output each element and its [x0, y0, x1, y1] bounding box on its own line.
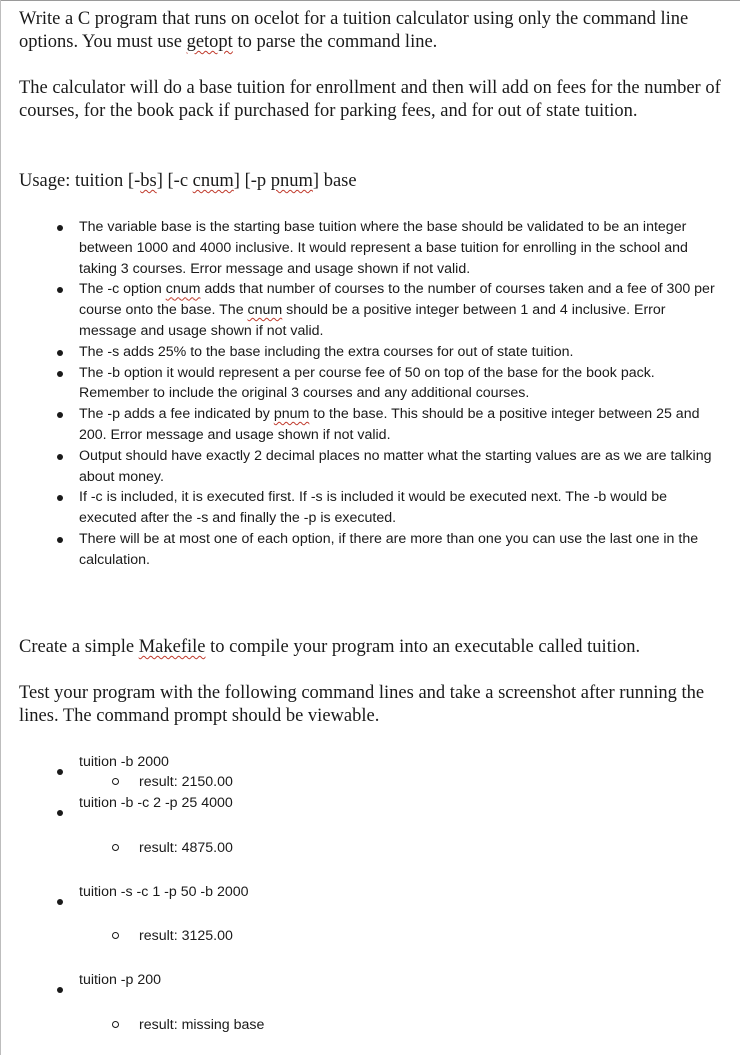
list-item: [19, 529, 719, 571]
list-item: [19, 363, 719, 405]
intro-text-end: to parse the command line.: [232, 32, 438, 52]
test-result: result: 2150.00: [139, 774, 233, 790]
requirement-text: The variable base is the starting base tuition where the base should be validated to be an integer between 1000 and 4000 inclusive. It would represent a base tuition for enrolling in the school and taking 3 courses. Error message and usage shown if not valid.: [79, 219, 688, 277]
usage-text: ] [-p: [233, 171, 271, 191]
usage-cnum: cnum: [192, 171, 234, 191]
circle-bullet-icon: [112, 778, 119, 785]
requirement-text: The -b option it would represent a per course fee of 50 on top of the base for the book pack. Remember to include the original 3 courses and any additional courses.: [79, 364, 655, 402]
usage-pnum: pnum: [270, 171, 313, 191]
bullet-icon: [57, 371, 63, 377]
test-command: tuition -s -c 1 -p 50 -b 2000: [79, 884, 249, 900]
requirement-text: Output should have exactly 2 decimal places no matter what the starting values are as we are talking about money.: [79, 447, 712, 485]
usage-bs: bs: [140, 171, 157, 191]
requirement-text: to the base. This should be a positive integer between 25 and 200. Error message and usage shown if not valid.: [79, 406, 700, 443]
cnum-word: cnum: [165, 281, 201, 298]
bullet-icon: [57, 810, 63, 816]
test-command: tuition -b 2000: [79, 754, 169, 770]
list-item: [19, 342, 719, 363]
bullet-icon: [57, 350, 63, 356]
makefile-word: Makefile: [138, 637, 206, 657]
circle-bullet-icon: [112, 1021, 119, 1028]
requirement-text: The -p adds a fee indicated by: [79, 406, 274, 423]
list-item: [19, 279, 719, 341]
bullet-icon: [57, 899, 63, 905]
circle-bullet-icon: [112, 932, 119, 939]
usage-text: ] [-c: [156, 171, 193, 191]
requirements-list: [19, 217, 719, 571]
bullet-icon: [57, 769, 63, 775]
list-item: [19, 487, 719, 529]
bullet-icon: [57, 412, 63, 418]
usage-text: Usage: tuition [-: [19, 171, 141, 191]
test-command: tuition -p 200: [79, 972, 162, 988]
usage-line: [19, 170, 724, 193]
getopt-word: getopt: [186, 32, 233, 52]
makefile-text: to compile your program into an executable called tuition.: [205, 637, 641, 657]
makefile-paragraph: [19, 636, 724, 659]
intro-text: Write a C program that runs on ocelot for a tuition calculator using only the command line options. You must use: [19, 9, 689, 52]
requirement-text: There will be at most one of each option, if there are more than one you can use the last one in the calculation.: [79, 530, 699, 568]
list-item: [19, 217, 719, 279]
test-intro-paragraph: Test your program with the following command lines and take a screenshot after running the lines. The command prompt should be viewable.: [19, 683, 705, 726]
requirement-text: should be a positive integer between 1 and 4 inclusive. Error message and usage shown if not valid.: [79, 302, 666, 339]
bullet-icon: [57, 287, 63, 293]
page-top-border: [0, 0, 740, 1]
list-item: [19, 404, 719, 446]
list-item: [19, 446, 719, 488]
bullet-icon: [57, 987, 63, 993]
bullet-icon: [57, 495, 63, 501]
test-result: result: missing base: [139, 1017, 265, 1033]
pnum-word: pnum: [273, 406, 310, 423]
usage-text: ] base: [312, 171, 357, 191]
test-command: tuition -b -c 2 -p 25 4000: [79, 795, 233, 811]
requirement-text: The -s adds 25% to the base including the extra courses for out of state tuition.: [79, 343, 574, 360]
bullet-icon: [57, 225, 63, 231]
page-left-border: [0, 0, 1, 1055]
cnum-word: cnum: [247, 302, 283, 319]
bullet-icon: [57, 537, 63, 543]
test-result: result: 4875.00: [139, 840, 233, 856]
description-paragraph: The calculator will do a base tuition for enrollment and then will add on fees for the number of courses, for the book pack if purchased for parking fees, and for out of state tuition.: [19, 78, 721, 121]
requirement-text: The -c option: [79, 281, 166, 298]
requirement-text: If -c is included, it is executed first. If -s is included it would be executed next. The -b would be executed after the -s and finally the -p is executed.: [79, 489, 668, 527]
makefile-text: Create a simple: [19, 637, 139, 657]
circle-bullet-icon: [112, 844, 119, 851]
test-result: result: 3125.00: [139, 928, 233, 944]
intro-paragraph: [19, 8, 724, 54]
requirement-text: adds that number of courses to the number of courses taken and a fee of 300 per course onto the base. The: [79, 281, 715, 319]
bullet-icon: [57, 454, 63, 460]
